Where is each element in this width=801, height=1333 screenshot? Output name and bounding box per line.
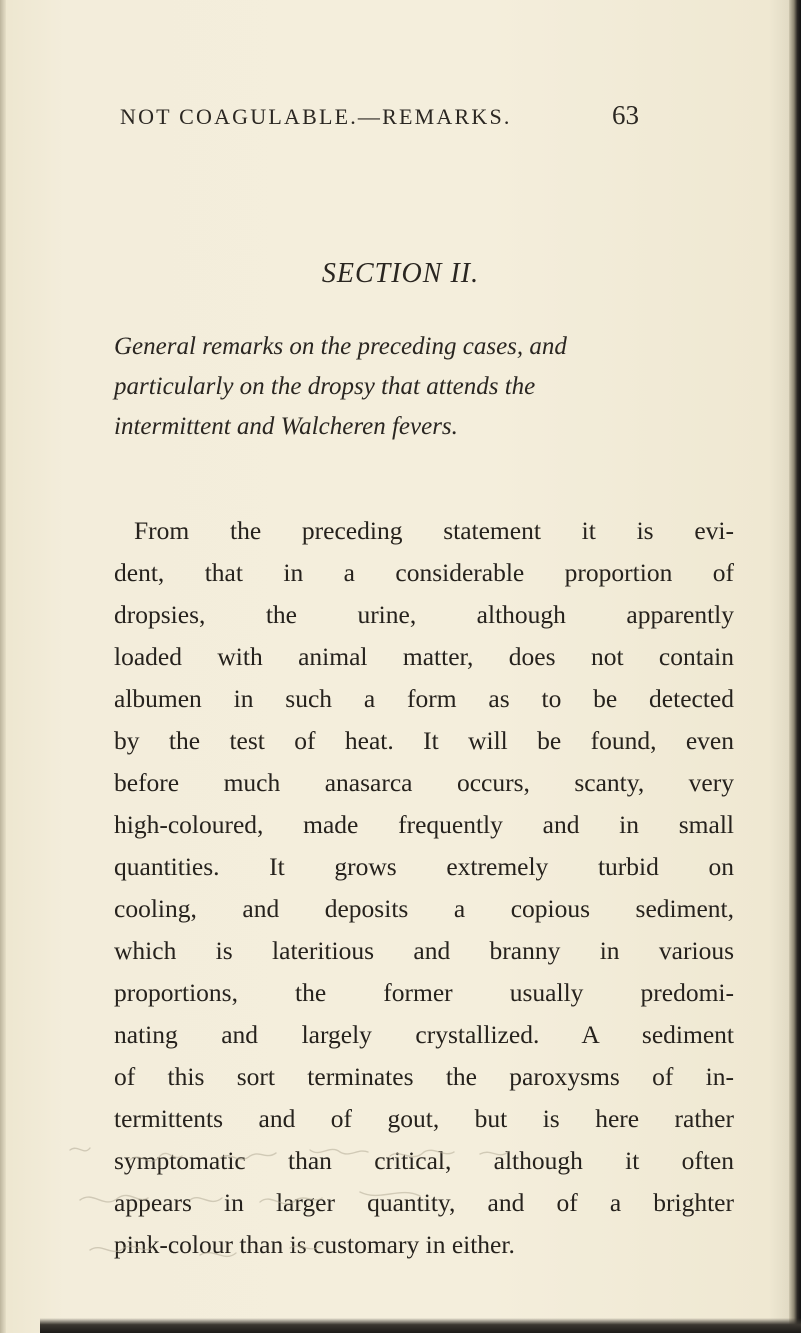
pencil-stroke — [200, 1253, 236, 1257]
pencil-stroke — [480, 1152, 508, 1155]
pencil-stroke — [390, 1150, 454, 1156]
section-heading: SECTION II. — [321, 258, 480, 289]
paragraph-line: From the preceding statement it is evi- — [134, 516, 734, 545]
running-head-title: NOT COAGULABLE.—REMARKS. — [120, 104, 512, 129]
page-gutter-shadow — [0, 0, 6, 1333]
pencil-stroke — [260, 1198, 322, 1204]
pencil-stroke — [130, 1153, 182, 1161]
pencil-stroke — [310, 1149, 368, 1154]
subtitle-line: intermittent and Walcheren fevers. — [114, 413, 458, 440]
running-head — [120, 104, 650, 130]
paragraph-line: appears in larger quantity, and of a brighter — [114, 1188, 734, 1217]
paragraph-line: cooling, and deposits a copious sediment, — [114, 894, 734, 923]
paragraph-line: termittents and of gout, but is here rather — [114, 1104, 734, 1133]
paragraph-line: loaded with animal matter, does not contain — [114, 642, 734, 671]
page-bottom-shadow — [40, 1318, 801, 1333]
pencil-stroke — [220, 1153, 276, 1159]
paragraph-line: pink-colour than is customary in either. — [114, 1230, 515, 1259]
paragraph-line: before much anasarca occurs, scanty, very — [114, 768, 734, 797]
paragraph-line: symptomatic than critical, although it often — [114, 1146, 734, 1175]
faint-pencil-marks — [60, 1130, 660, 1310]
pencil-stroke — [80, 1195, 148, 1202]
paragraph-line: high-coloured, made frequently and in small — [114, 810, 734, 839]
paragraph-line: by the test of heat. It will be found, even — [114, 726, 734, 755]
page-edge-shadow — [789, 0, 801, 1333]
subtitle-line: particularly on the dropsy that attends the — [114, 373, 536, 400]
subtitle-line: General remarks on the preceding cases, and — [114, 333, 567, 360]
page-number: 63 — [612, 100, 639, 130]
paragraph-line: quantities. It grows extremely turbid on — [114, 852, 734, 881]
paragraph-line: of this sort terminates the paroxysms of in- — [114, 1062, 734, 1091]
paragraph-line: dropsies, the urine, although apparently — [114, 600, 734, 629]
paragraph-line: nating and largely crystallized. A sediment — [114, 1020, 734, 1049]
pencil-stroke — [290, 1246, 320, 1249]
pencil-stroke — [190, 1198, 222, 1202]
section-subtitle — [114, 327, 734, 447]
paragraph-line: albumen in such a form as to be detected — [114, 684, 734, 713]
paragraph-line: which is lateritious and branny in various — [114, 936, 734, 965]
pencil-stroke — [90, 1246, 152, 1251]
pencil-stroke — [70, 1148, 90, 1151]
pencil-stroke — [360, 1192, 420, 1196]
paragraph-line: proportions, the former usually predomi- — [114, 978, 734, 1007]
paragraph-line: dent, that in a considerable proportion of — [114, 558, 734, 587]
